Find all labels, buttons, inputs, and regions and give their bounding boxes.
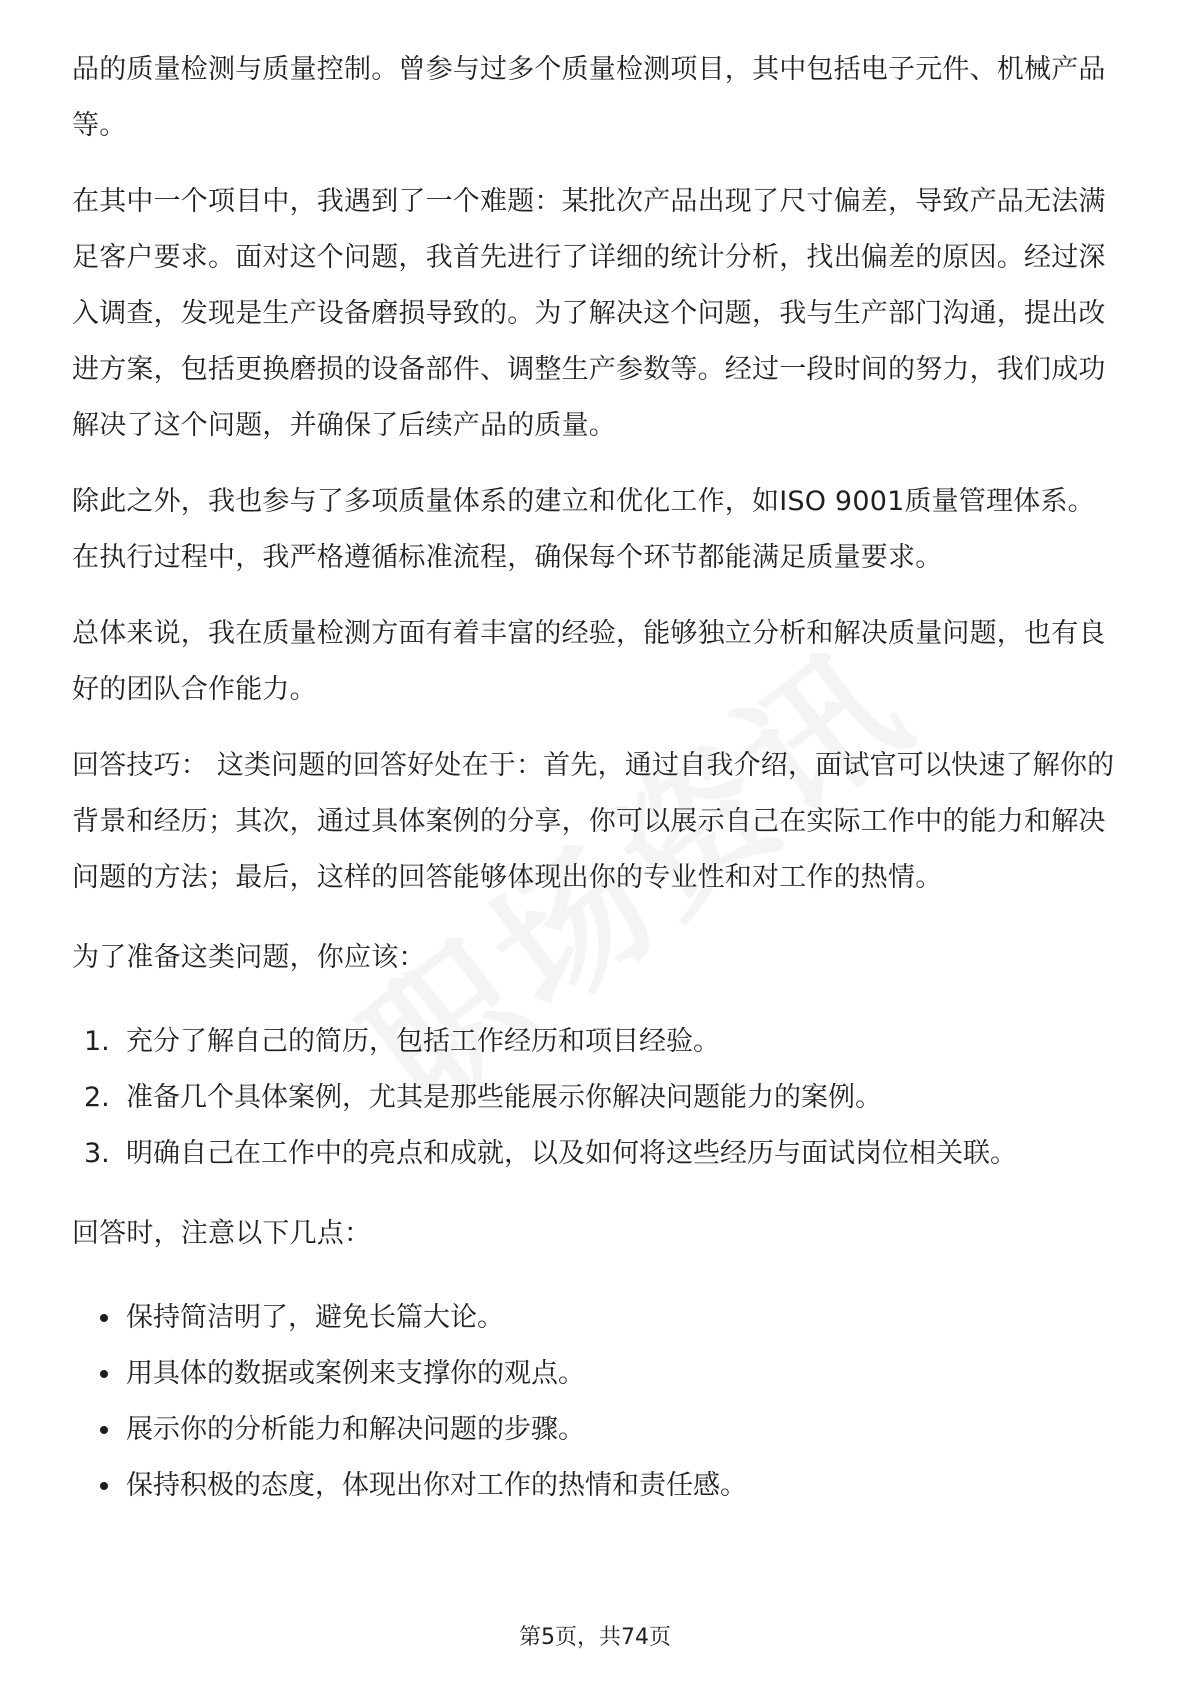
list-number: 1. xyxy=(84,1026,110,1057)
paragraph-4: 总体来说，我在质量检测方面有着丰富的经验，能够独立分析和解决质量问题，也有良好的团队合作能力。 xyxy=(72,618,1106,705)
page-number-footer: 第5页，共74页 xyxy=(519,1625,671,1650)
document-body xyxy=(72,42,1122,1514)
attention-bullet-list xyxy=(72,1290,1122,1514)
bullet-icon xyxy=(100,1314,108,1322)
numbered-list-item xyxy=(72,1014,1122,1070)
attention-intro: 回答时，注意以下几点： xyxy=(72,1218,372,1249)
answer-tips-paragraph: 回答技巧： 这类问题的回答好处在于：首先，通过自我介绍，面试官可以快速了解你的背景和经历；其次，通过具体案例的分享，你可以展示自己在实际工作中的能力和解决问题的方法；最后，这样的回答能够体现出你的专业性和对工作的热情。 xyxy=(72,750,1115,893)
numbered-list-item-text: 充分了解自己的简历，包括工作经历和项目经验。 xyxy=(126,1026,720,1057)
bullet-icon xyxy=(100,1370,108,1378)
bullet-list-item-text: 保持简洁明了，避免长篇大论。 xyxy=(126,1302,504,1333)
paragraph-1: 品的质量检测与质量控制。曾参与过多个质量检测项目，其中包括电子元件、机械产品等。 xyxy=(72,54,1106,141)
bullet-list-item xyxy=(72,1458,1122,1514)
numbered-list-item-text: 准备几个具体案例，尤其是那些能展示你解决问题能力的案例。 xyxy=(126,1082,882,1113)
numbered-list-item-text: 明确自己在工作中的亮点和成就，以及如何将这些经历与面试岗位相关联。 xyxy=(126,1138,1017,1169)
list-number: 2. xyxy=(84,1082,110,1113)
bullet-list-item-text: 展示你的分析能力和解决问题的步骤。 xyxy=(126,1414,585,1445)
numbered-list-item xyxy=(72,1126,1122,1182)
bullet-icon xyxy=(100,1482,108,1490)
bullet-list-item-text: 保持积极的态度，体现出你对工作的热情和责任感。 xyxy=(126,1470,747,1501)
numbered-list-item xyxy=(72,1070,1122,1126)
paragraph-2: 在其中一个项目中，我遇到了一个难题：某批次产品出现了尺寸偏差，导致产品无法满足客户要求。面对这个问题，我首先进行了详细的统计分析，找出偏差的原因。经过深入调查，发现是生产设备磨损导致的。为了解决这个问题，我与生产部门沟通，提出改进方案，包括更换磨损的设备部件、调整生产参数等。经过一段时间的努力，我们成功解决了这个问题，并确保了后续产品的质量。 xyxy=(72,186,1106,441)
preparation-intro: 为了准备这类问题，你应该： xyxy=(72,942,426,973)
bullet-list-item-text: 用具体的数据或案例来支撑你的观点。 xyxy=(126,1358,585,1389)
bullet-icon xyxy=(100,1426,108,1434)
preparation-numbered-list xyxy=(72,1014,1122,1182)
bullet-list-item xyxy=(72,1290,1122,1346)
bullet-list-item xyxy=(72,1402,1122,1458)
paragraph-3: 除此之外，我也参与了多项质量体系的建立和优化工作，如ISO 9001质量管理体系。在执行过程中，我严格遵循标准流程，确保每个环节都能满足质量要求。 xyxy=(72,486,1095,573)
bullet-list-item xyxy=(72,1346,1122,1402)
list-number: 3. xyxy=(84,1138,110,1169)
